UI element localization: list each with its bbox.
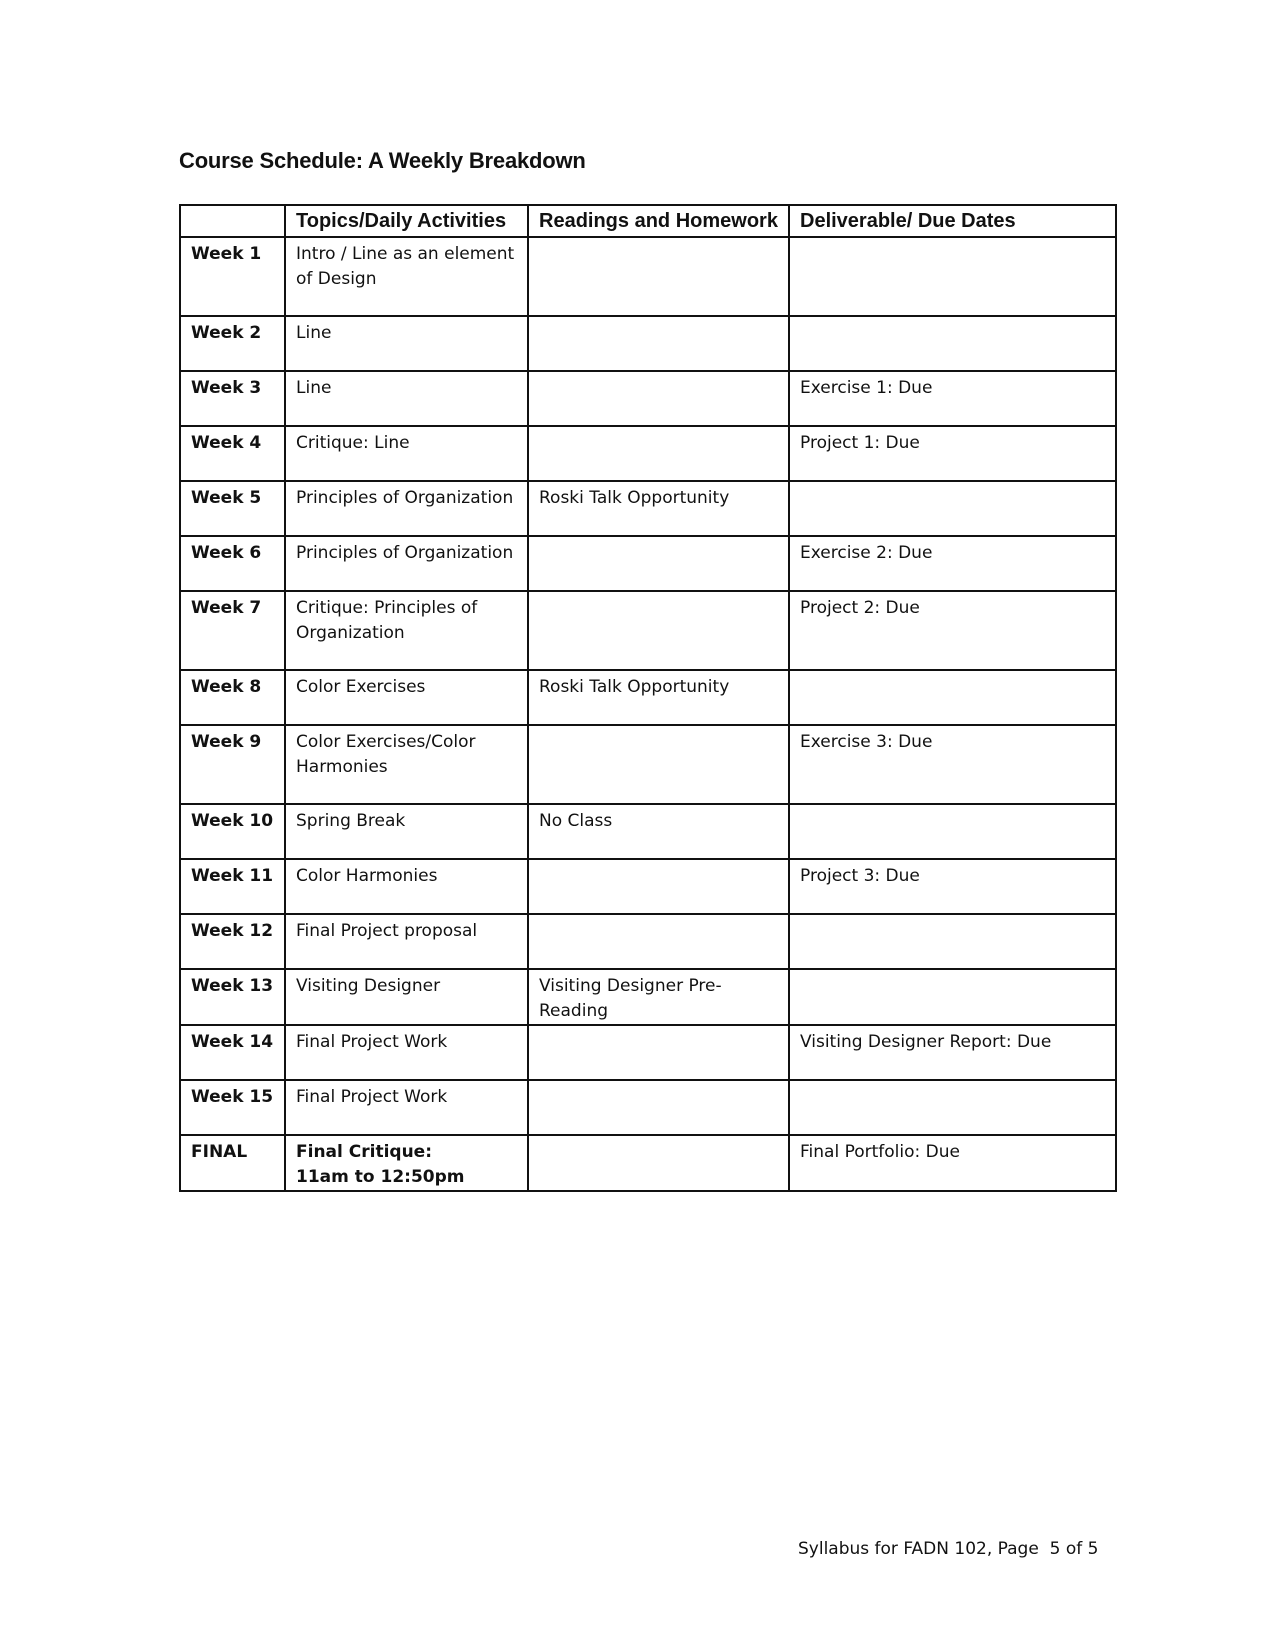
topic-cell: Color Exercises/Color Harmonies xyxy=(285,725,528,804)
table-row xyxy=(180,969,1116,1025)
table-row xyxy=(180,237,1116,316)
week-cell: Week 11 xyxy=(180,859,285,914)
table-row xyxy=(180,1080,1116,1135)
reading-cell xyxy=(528,1135,789,1191)
reading-cell xyxy=(528,237,789,316)
header-week xyxy=(180,205,285,237)
page-footer: Syllabus for FADN 102, Page 5 of 5 xyxy=(798,1539,1099,1559)
header-readings: Readings and Homework xyxy=(528,205,789,237)
topic-cell: Final Project Work xyxy=(285,1025,528,1080)
table-row xyxy=(180,426,1116,481)
reading-cell xyxy=(528,426,789,481)
week-cell: Week 6 xyxy=(180,536,285,591)
week-cell: Week 3 xyxy=(180,371,285,426)
page-title: Course Schedule: A Weekly Breakdown xyxy=(179,148,586,173)
due-cell xyxy=(789,316,1116,371)
reading-cell xyxy=(528,1080,789,1135)
due-cell: Visiting Designer Report: Due xyxy=(789,1025,1116,1080)
due-cell: Final Portfolio: Due xyxy=(789,1135,1116,1191)
reading-cell xyxy=(528,914,789,969)
reading-cell: Roski Talk Opportunity xyxy=(528,670,789,725)
table-row xyxy=(180,804,1116,859)
final-critique-time: 11am to 12:50pm xyxy=(296,1167,465,1187)
topic-cell: Spring Break xyxy=(285,804,528,859)
week-cell: Week 9 xyxy=(180,725,285,804)
table-row xyxy=(180,725,1116,804)
due-cell xyxy=(789,804,1116,859)
due-cell: Project 3: Due xyxy=(789,859,1116,914)
header-deliverables: Deliverable/ Due Dates xyxy=(789,205,1116,237)
topic-cell: Line xyxy=(285,316,528,371)
table-row xyxy=(180,670,1116,725)
due-cell xyxy=(789,914,1116,969)
topic-cell: Final Project Work xyxy=(285,1080,528,1135)
due-cell: Exercise 2: Due xyxy=(789,536,1116,591)
reading-cell xyxy=(528,316,789,371)
table-row xyxy=(180,536,1116,591)
week-cell: Week 13 xyxy=(180,969,285,1025)
topic-cell: Visiting Designer xyxy=(285,969,528,1025)
week-cell: Week 5 xyxy=(180,481,285,536)
topic-cell: Color Exercises xyxy=(285,670,528,725)
reading-cell: No Class xyxy=(528,804,789,859)
week-cell: Week 8 xyxy=(180,670,285,725)
reading-cell xyxy=(528,371,789,426)
reading-cell: Roski Talk Opportunity xyxy=(528,481,789,536)
due-cell xyxy=(789,670,1116,725)
week-cell: Week 7 xyxy=(180,591,285,670)
reading-cell xyxy=(528,859,789,914)
due-cell: Exercise 3: Due xyxy=(789,725,1116,804)
reading-cell: Visiting Designer Pre-Reading xyxy=(528,969,789,1025)
due-cell xyxy=(789,481,1116,536)
table-row xyxy=(180,914,1116,969)
table-row xyxy=(180,859,1116,914)
topic-cell: Critique: Line xyxy=(285,426,528,481)
week-cell: Week 12 xyxy=(180,914,285,969)
week-cell: Week 10 xyxy=(180,804,285,859)
topic-cell: Color Harmonies xyxy=(285,859,528,914)
header-topics: Topics/Daily Activities xyxy=(285,205,528,237)
table-row xyxy=(180,591,1116,670)
final-critique-label: Final Critique: xyxy=(296,1142,432,1162)
table-row xyxy=(180,481,1116,536)
topic-cell: Intro / Line as an element of Design xyxy=(285,237,528,316)
week-cell: FINAL xyxy=(180,1135,285,1191)
reading-cell xyxy=(528,725,789,804)
topic-cell: Line xyxy=(285,371,528,426)
topic-cell: Principles of Organization xyxy=(285,536,528,591)
due-cell xyxy=(789,237,1116,316)
reading-cell xyxy=(528,591,789,670)
schedule-table xyxy=(179,204,1117,1192)
due-cell xyxy=(789,969,1116,1025)
week-cell: Week 1 xyxy=(180,237,285,316)
topic-cell xyxy=(285,1135,528,1191)
week-cell: Week 15 xyxy=(180,1080,285,1135)
due-cell: Project 1: Due xyxy=(789,426,1116,481)
table-row-final xyxy=(180,1135,1116,1191)
week-cell: Week 2 xyxy=(180,316,285,371)
reading-cell xyxy=(528,1025,789,1080)
due-cell xyxy=(789,1080,1116,1135)
table-header-row xyxy=(180,205,1116,237)
table-row xyxy=(180,371,1116,426)
topic-cell: Principles of Organization xyxy=(285,481,528,536)
topic-cell: Final Project proposal xyxy=(285,914,528,969)
reading-cell xyxy=(528,536,789,591)
table-row xyxy=(180,316,1116,371)
week-cell: Week 4 xyxy=(180,426,285,481)
table-row xyxy=(180,1025,1116,1080)
week-cell: Week 14 xyxy=(180,1025,285,1080)
topic-cell: Critique: Principles of Organization xyxy=(285,591,528,670)
due-cell: Exercise 1: Due xyxy=(789,371,1116,426)
due-cell: Project 2: Due xyxy=(789,591,1116,670)
